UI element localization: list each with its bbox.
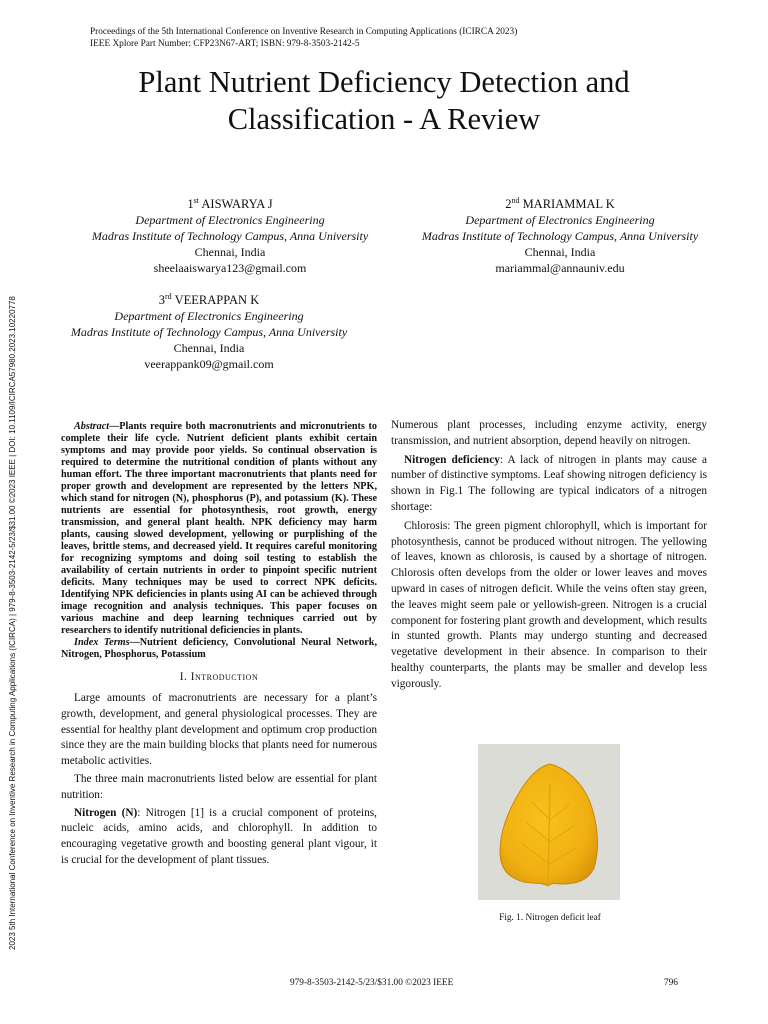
author-block-2 — [384, 193, 736, 276]
footer-copyright: 979-8-3503-2142-5/23/$31.00 ©2023 IEEE — [290, 978, 454, 988]
author-institution: Madras Institute of Technology Campus, Anna University — [421, 229, 699, 244]
author-name: 2nd MARIAMMAL K — [505, 196, 615, 212]
author-block-3 — [33, 289, 385, 372]
figure-caption: Fig. 1. Nitrogen deficit leaf — [499, 913, 601, 923]
title-line-1: Plant Nutrient Deficiency Detection and — [138, 65, 630, 99]
title-line-2: Classification - A Review — [227, 102, 541, 136]
intro-paragraph-1: Large amounts of macronutrients are necessary for a plant’s growth, development, and general physiological processes. They are essential for healthy plant development and optimum crop production since they are the main building blocks that plants need for numerous metabolic activities. — [61, 692, 377, 768]
section-heading-introduction: I. Introduction — [179, 671, 259, 683]
nitrogen-continued-paragraph: Numerous plant processes, including enzyme activity, energy transmission, and nutrient absorption, depend heavily on nitrogen. — [391, 419, 707, 447]
author-name: 3rd VEERAPPAN K — [158, 292, 260, 308]
author-block-1 — [54, 193, 406, 276]
author-email: sheelaaiswarya123@gmail.com — [153, 261, 307, 276]
author-email: mariammal@annauniv.edu — [495, 261, 625, 276]
right-column — [391, 418, 707, 693]
author-name: 1st AISWARYA J — [187, 196, 273, 212]
author-institution: Madras Institute of Technology Campus, Anna University — [91, 229, 369, 244]
author-email: veerappank09@gmail.com — [144, 357, 274, 372]
author-city: Chennai, India — [524, 245, 596, 260]
paper-title — [0, 64, 768, 138]
author-dept: Department of Electronics Engineering — [465, 213, 655, 228]
author-city: Chennai, India — [173, 341, 245, 356]
page-number: 796 — [664, 978, 678, 988]
nitrogen-paragraph: Nitrogen (N): Nitrogen [1] is a crucial component of proteins, nucleic acids, amino acids, and chlorophyll. In addition to encouraging vegetative growth and boosting general plant vigour, it is crucial for the development of plant tissues. — [61, 806, 377, 866]
leaf-photo — [478, 744, 620, 900]
left-column — [61, 421, 377, 869]
intro-paragraph-2: The three main macronutrients listed below are essential for plant nutrition: — [61, 772, 377, 801]
chlorosis-paragraph: Chlorosis: The green pigment chlorophyll, which is important for photosynthesis, cannot be produced without nitrogen. The yellowing of leaves, known as chlorosis, is caused by a shortage of nitrogen. Chlorosis often develops from the older or lower leaves and moves upward in cases of nitrogen deficit. While the veins often stay green, the leaves might seem pale or yellowish-green. Nitrogen is a crucial component for fostering plant growth and development, which results in stunted growth. Plants may undergo stunting and decreased vegetative development in their absence. In comparison to their healthy counterparts, the plants may be smaller and develop less vigorously. — [391, 519, 707, 690]
doi-side-text: 2023 5th International Conference on Inventive Research in Computing Applications (ICIRCA) | 979-8-3503-2142-5/23/$31.00 ©2023 IEEE | DOI: 10.1109/ICIRCA57980.2023.10220778 — [8, 296, 17, 950]
abstract: Abstract—Plants require both macronutrients and micronutrients to complete their life cycle. Nutrient deficient plants exhibit certain symptoms and may provide poor yields. So continual observation is required to determine the nutritional condition of plants without any human effort. The three important macronutrients that plants need for proper growth and development are represented by the letters NPK, which stand for nitrogen (N), phosphorus (P), and potassium (K). These nutrients are essential for photosynthesis, root growth, energy transmission, and general plant health. NPK deficiency may harm plants, causing slowed development, yellowing or purplishing of the leaves, brittle stems, and decreased yield. It requires careful monitoring for recognizing symptoms and doing soil testing to establish the availability of certain nutrients in order to pinpoint specific nutrient deficits. Many techniques may be used to correct NPK deficits. Identifying NPK deficiencies in plants using AI can be achieved through image recognition and analysis techniques. This paper focuses on various machine and deep learning techniques carried out by researchers to identify nutritional deficiencies in plants. — [61, 421, 377, 636]
index-terms: Index Terms—Nutrient deficiency, Convolutional Neural Network, Nitrogen, Phosphorus, Potassium — [61, 637, 377, 660]
author-institution: Madras Institute of Technology Campus, Anna University — [70, 325, 348, 340]
author-dept: Department of Electronics Engineering — [135, 213, 325, 228]
nitrogen-deficiency-paragraph: Nitrogen deficiency: A lack of nitrogen in plants may cause a number of distinctive symptoms. Leaf showing nitrogen deficiency is shown in Fig.1 The following are typical indicators of a nitrogen shortage: — [391, 453, 707, 513]
author-dept: Department of Electronics Engineering — [114, 309, 304, 324]
author-city: Chennai, India — [194, 245, 266, 260]
proceedings-line: Proceedings of the 5th International Conference on Inventive Research in Computing Applications (ICIRCA 2023) — [90, 27, 518, 37]
isbn-line: IEEE Xplore Part Number: CFP23N67-ART; ISBN: 979-8-3503-2142-5 — [90, 39, 360, 49]
nitrogen-deficit-leaf-image — [478, 744, 620, 900]
